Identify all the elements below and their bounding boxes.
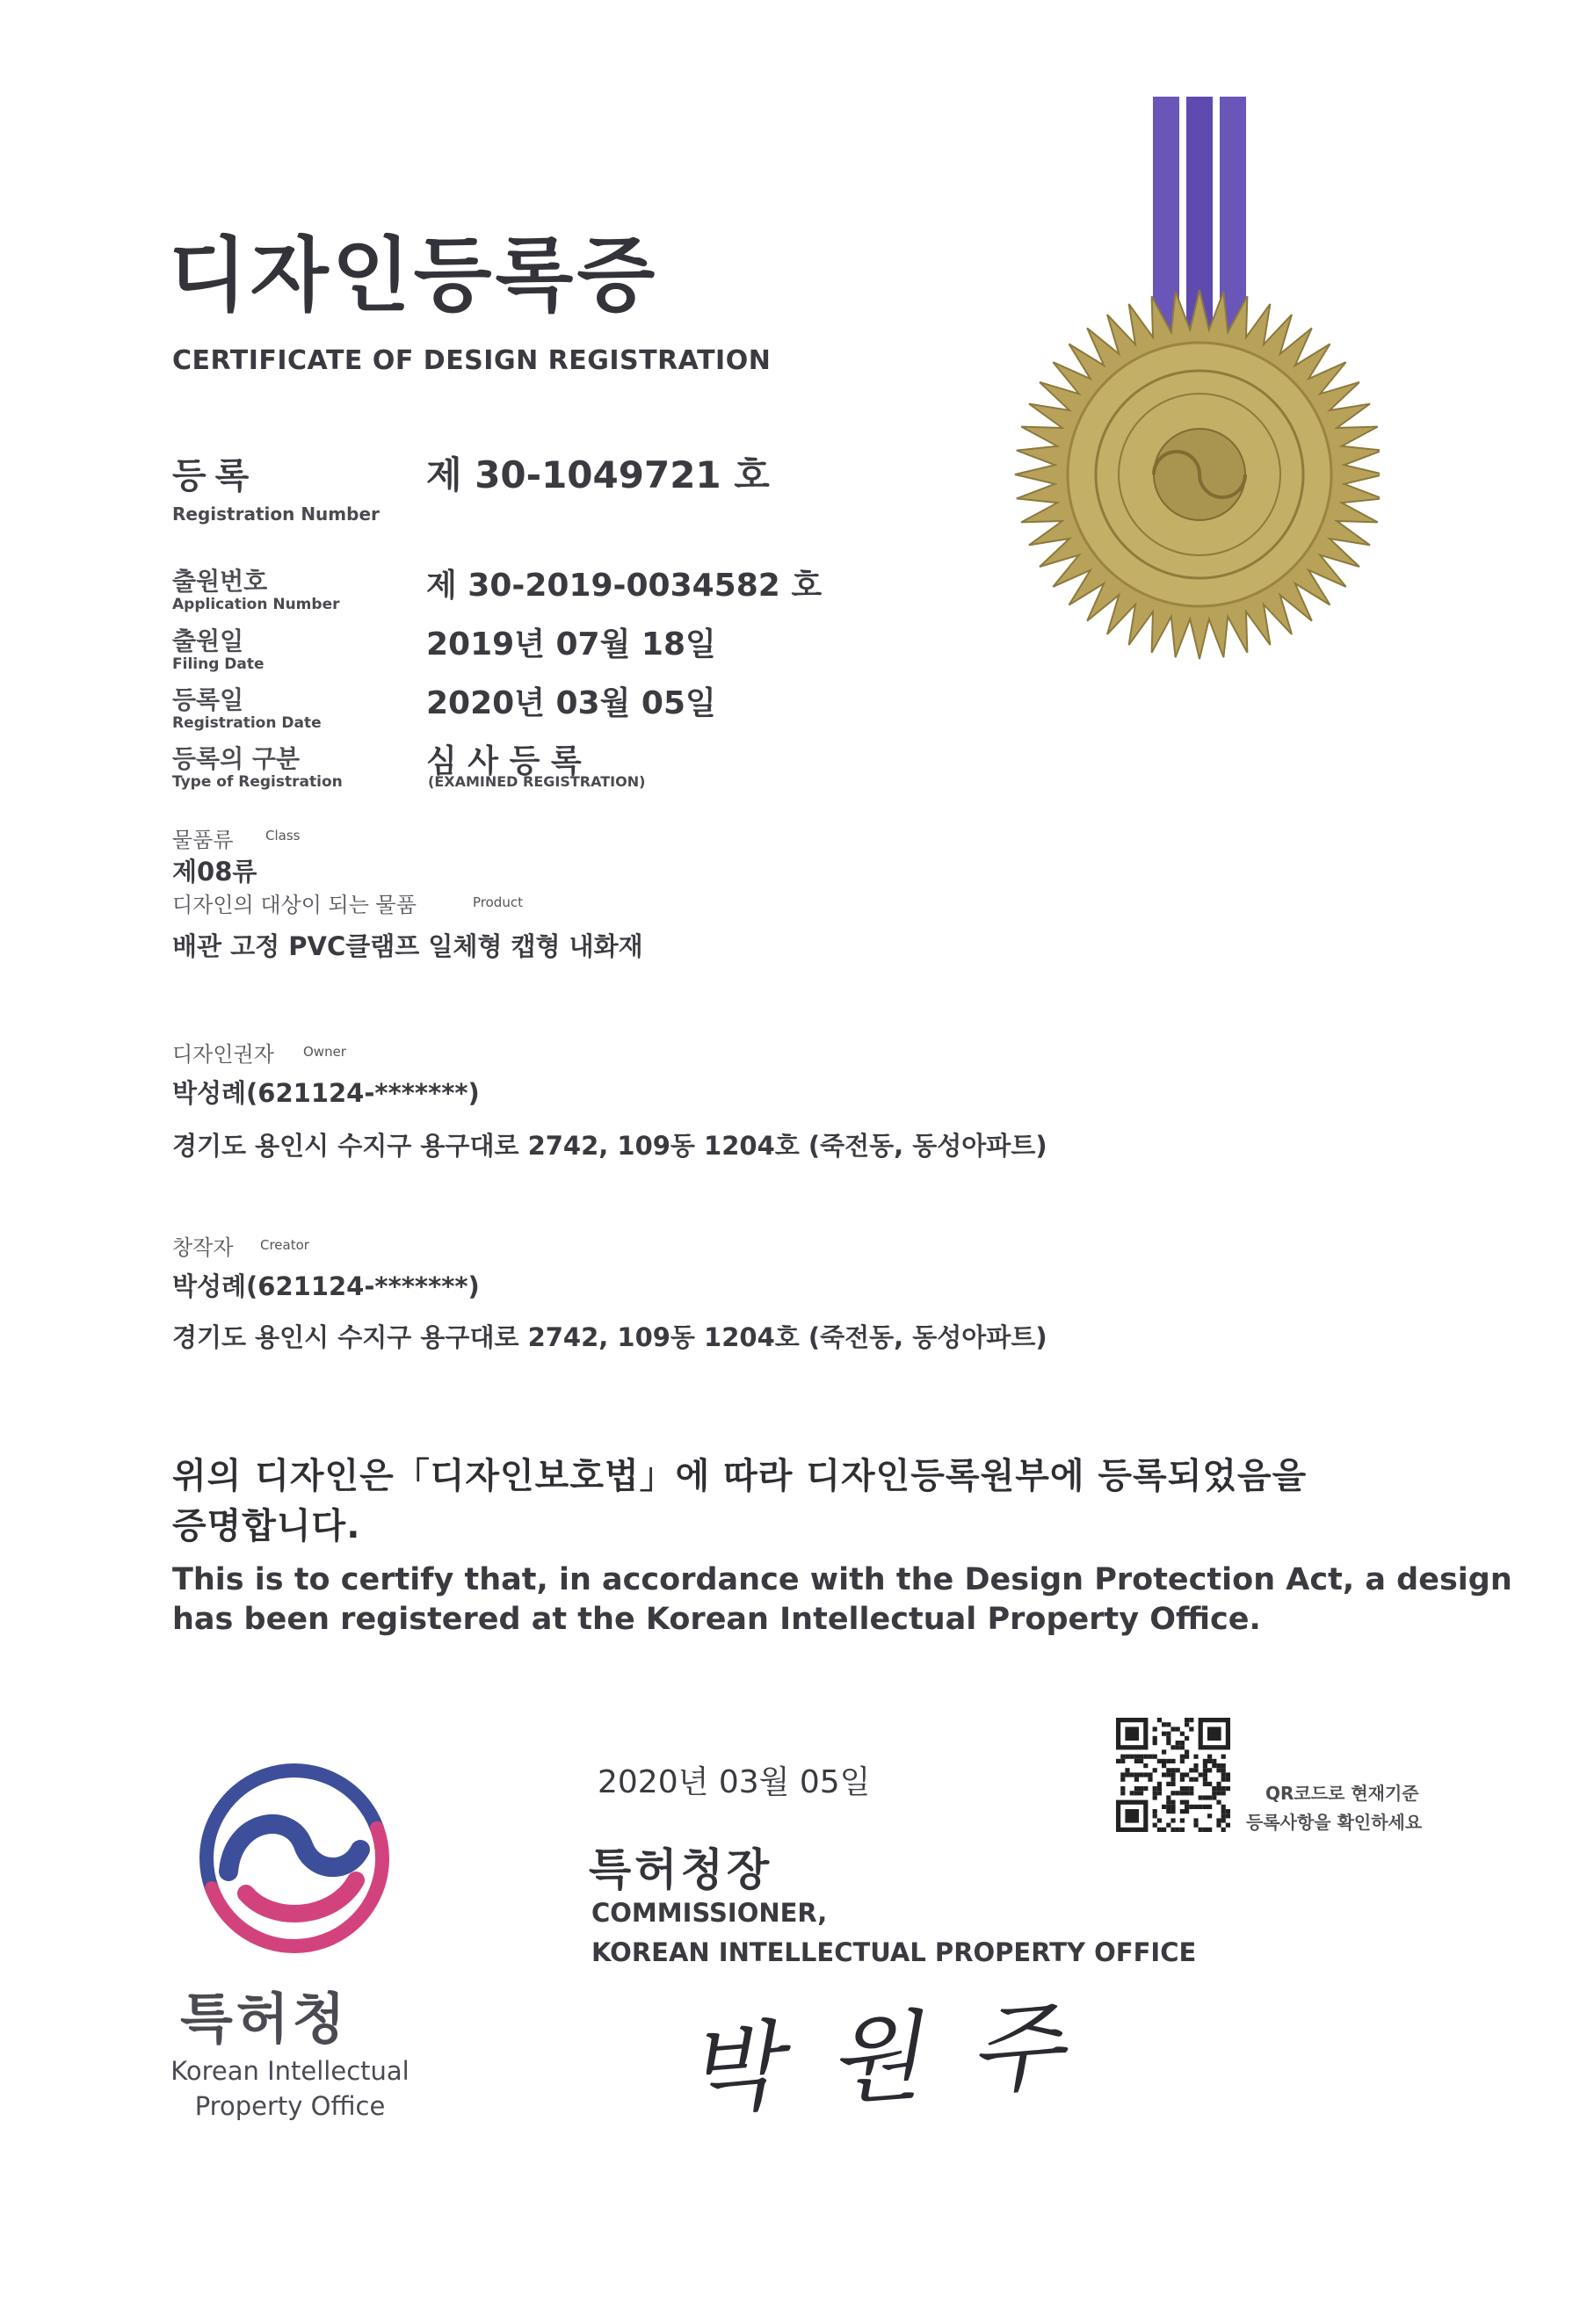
qr-note-line1: QR코드로 현재기준 xyxy=(1265,1783,1419,1804)
commissioner-title: 특허청장 xyxy=(589,1844,773,1895)
registration-type-label: 등록의 구분 xyxy=(172,744,300,773)
qr-note-line2: 등록사항을 확인하세요 xyxy=(1246,1812,1423,1833)
declaration-ko-line1: 위의 디자인은「디자인보호법」에 따라 디자인등록원부에 등록되었음을 xyxy=(172,1456,1308,1496)
registration-number: 제 30-1049721 호 xyxy=(426,453,770,496)
class-label: 물품류 xyxy=(172,828,234,852)
registration-type-label-en: Type of Registration xyxy=(172,773,343,791)
filing-date-label: 출원일 xyxy=(172,626,244,655)
seal-medallion xyxy=(1011,88,1380,668)
product-value: 배관 고정 PVC클램프 일체형 캡형 내화재 xyxy=(172,931,643,961)
registration-date-label-en: Registration Date xyxy=(172,714,322,732)
creator-address: 경기도 용인시 수지구 용구대로 2742, 109동 1204호 (죽전동, 동성아파트) xyxy=(172,1322,1047,1352)
class-value: 제08류 xyxy=(172,857,257,887)
registration-date-label: 등록일 xyxy=(172,685,244,714)
creator-name: 박성례(621124-*******) xyxy=(172,1271,480,1301)
office-name-ko: 특허청 xyxy=(180,1987,349,2051)
qr-code[interactable] xyxy=(1116,1718,1230,1832)
application-number: 제 30-2019-0034582 호 xyxy=(426,568,823,604)
registration-type-en: (EXAMINED REGISTRATION) xyxy=(428,773,646,790)
application-number-label-en: Application Number xyxy=(172,596,340,613)
owner-label-en: Owner xyxy=(303,1044,346,1060)
office-name-en-2: Property Office xyxy=(194,2091,386,2121)
commissioner-title-en-2: KOREAN INTELLECTUAL PROPERTY OFFICE xyxy=(591,1937,1197,1967)
document-title: 디자인등록증 xyxy=(169,228,659,322)
document-subtitle: CERTIFICATE OF DESIGN REGISTRATION xyxy=(172,345,772,376)
owner-name: 박성례(621124-*******) xyxy=(172,1078,480,1108)
creator-label: 창작자 xyxy=(172,1235,234,1260)
product-label: 디자인의 대상이 되는 물품 xyxy=(172,893,417,917)
declaration-ko-line2: 증명합니다. xyxy=(172,1506,361,1546)
office-name-en-1: Korean Intellectual xyxy=(170,2056,409,2086)
registration-date: 2020년 03월 05일 xyxy=(426,685,716,721)
owner-address: 경기도 용인시 수지구 용구대로 2742, 109동 1204호 (죽전동, 동성아파트) xyxy=(172,1131,1047,1161)
creator-label-en: Creator xyxy=(260,1237,309,1253)
owner-label: 디자인권자 xyxy=(172,1042,274,1067)
declaration-en-line2: has been registered at the Korean Intellectual Property Office. xyxy=(172,1602,1261,1637)
registration-type: 심 사 등 록 xyxy=(426,743,582,779)
filing-date: 2019년 07월 18일 xyxy=(426,626,716,662)
kipo-logo-icon xyxy=(193,1757,395,1959)
registration-label: 등록 xyxy=(172,456,258,496)
commissioner-signature: 박 원 주 xyxy=(682,1988,1076,2129)
declaration-en-line1: This is to certify that, in accordance with the Design Protection Act, a design xyxy=(172,1562,1512,1597)
application-number-label: 출원번호 xyxy=(172,567,268,596)
class-label-en: Class xyxy=(265,828,301,843)
product-label-en: Product xyxy=(473,894,523,910)
filing-date-label-en: Filing Date xyxy=(172,655,265,673)
issue-date: 2020년 03월 05일 xyxy=(598,1764,871,1800)
commissioner-title-en-1: COMMISSIONER, xyxy=(591,1898,828,1928)
registration-label-en: Registration Number xyxy=(172,503,380,525)
gold-seal xyxy=(1015,290,1380,659)
